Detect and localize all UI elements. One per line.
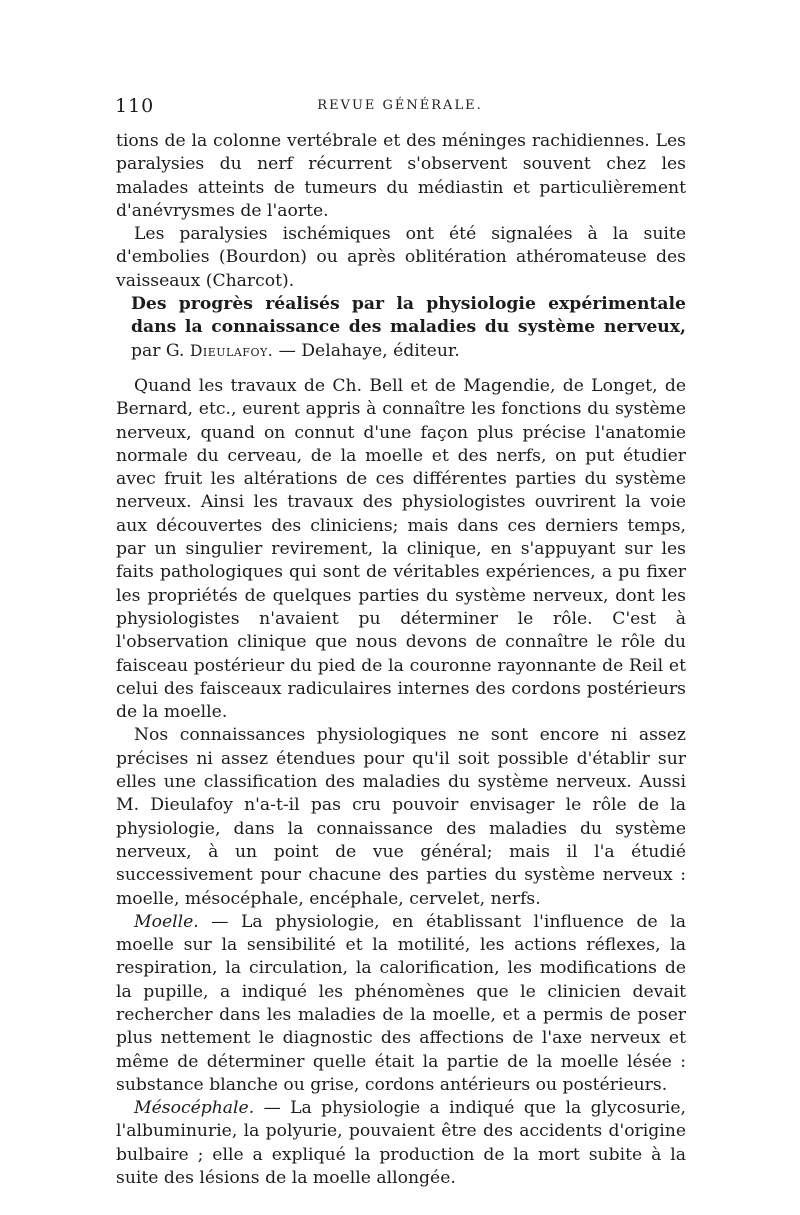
running-head: REVUE GÉNÉRALE. (317, 98, 483, 113)
review-heading (116, 293, 686, 363)
review-publisher: — Delahaye, éditeur. (278, 340, 460, 361)
review-title: Des progrès réalisés par la physiologie expérimentale dans la connaissance des maladies du système nerveux, (131, 294, 686, 338)
section-lead-moelle: Moelle. (134, 911, 199, 932)
paragraph-mesocephale-text: — La physiologie a indiqué que la glycosurie, l'albuminurie, la polyurie, pouvaient être des accidents d'origine bulbaire ; elle a expliqué la production de la mort subite à la suite des lésions de la moelle allongée. (116, 1098, 686, 1189)
body-text (116, 130, 686, 1190)
paragraph-moelle (116, 911, 686, 1097)
paragraph-ischemic: Les paralysies ischémiques ont été signalées à la suite d'embolies (Bourdon) ou après oblitération athéromateuse des vaisseaux (Charcot). (116, 224, 686, 291)
paragraph-mesocephale (116, 1097, 686, 1190)
section-lead-mesocephale: Mésocéphale. (134, 1098, 255, 1119)
paragraph-knowledge: Nos connaissances physiologiques ne sont encore ni assez précises ni assez étendues pour qu'il soit possible d'établir sur elles une classification des maladies du système nerveux. Aussi M. Dieulafoy n'a-t-il pas cru pouvoir envisager le rôle de la physiologie, dans la connaissance des maladies du système nerveux, à un point de vue général; mais il l'a étudié successivement pour chacune des parties du système nerveux : moelle, mésocéphale, encéphale, cervelet, nerfs. (116, 725, 686, 909)
review-author: Dieulafoy. (189, 341, 274, 360)
paragraph-moelle-text: — La physiologie, en établissant l'influence de la moelle sur la sensibilité et la motilité, les actions réflexes, la respiration, la circulation, la calorification, les modifications de la pupille, a indiqué les phénomènes que le clinicien devait rechercher dans les maladies de la moelle, et a permis de poser plus nettement le diagnostic des affections de l'axe nerveux et même de déterminer quelle était la partie de la moelle lésée : substance blanche ou grise, cordons antérieurs ou postérieurs. (116, 911, 686, 1095)
review-by: par G. (131, 340, 185, 361)
page-header (115, 95, 685, 123)
paragraph-history: Quand les travaux de Ch. Bell et de Magendie, de Longet, de Bernard, etc., eurent appris à connaître les fonctions du système nerveux, quand on connut d'une façon plus précise l'anatomie normale du cerveau, de la moelle et des nerfs, on put étudier avec fruit les altérations de ces différentes parties du système nerveux. Ainsi les travaux des physiologistes ouvrirent la voie aux découvertes des cliniciens; mais dans ces derniers temps, par un singulier revirement, la clinique, en s'appuyant sur les faits pathologiques qui sont de véritables expériences, a pu fixer les propriétés de quelques parties du système nerveux, dont les physiologistes n'avaient pu déterminer le rôle. C'est à l'observation clinique que nous devons de connaître le rôle du faisceau postérieur du pied de la couronne rayonnante de Reil et celui des faisceaux radiculaires internes des cordons postérieurs de la moelle. (116, 375, 686, 723)
paragraph-continued: tions de la colonne vertébrale et des méninges rachidiennes. Les paralysies du nerf récurrent s'observent souvent chez les malades atteints de tumeurs du médiastin et particulièrement d'anévrysmes de l'aorte. (116, 131, 686, 221)
page-number: 110 (115, 95, 155, 117)
